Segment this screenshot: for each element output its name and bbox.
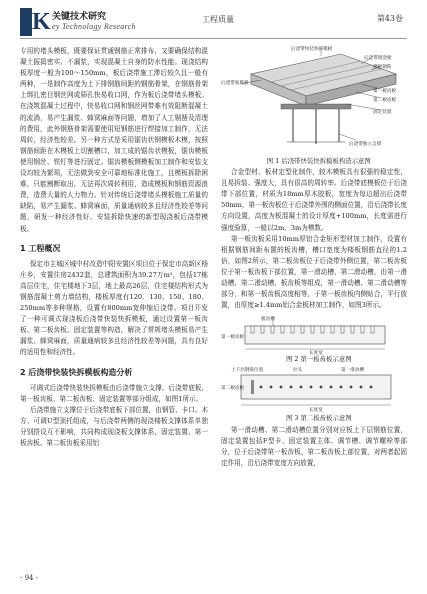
section-heading: 1 工程概况 [20,243,61,253]
fig3-label: 长度宽 [309,408,323,414]
page-number: - 94 - [20,574,39,582]
fig1-label: 楼板钢筋 [373,65,392,70]
volume-label: 第43卷 [376,14,403,23]
figure-caption: 图 2 第一板齿板示意图 [285,355,352,364]
fig1-label: 第一板齿板 [373,89,396,94]
section-heading: 2 后浇带快装快拆模板构造分析 [20,367,133,377]
journal-subtitle: ey Technology Research [52,22,136,31]
fig2-label: 长度宽 [309,351,323,357]
journal-title: 关键技术研究 [52,12,107,22]
paragraph: 第一板齿板采用10mm厚铝合金矩形型材加工制作，设置有根据钢筋间距布置的板齿槽，槽口宽度为楼板钢筋直径的1.2倍，如图2所示，第二板齿板位于后浇带外侧位置，第二板齿板位于第一板齿板下部位置，第一滑动槽、第二滑动槽，由第一滑动槽、第二滑动槽、板齿板等组成，第一滑动槽、第二滑动槽等部分，和第一板齿板高度相等，于第一板齿板内侧贴合，平行放置，由厚度≥1.4mm铝合金板材加工制作，如图3所示。 [221,234,407,310]
figure-caption: 图 3 第二板齿板示意图 [285,414,352,423]
paragraph: 可调式后浇带快装快拆模板由后浇带施立支撑、后浇带底板、第一板齿板、第二板齿板、固定装置等部分组成，如图1所示。 [20,383,208,403]
fig2-label: 第一板齿板 [221,335,244,341]
fig1-label: 后浇带独立支撑 [349,142,382,147]
fig1-label: 后浇带现浇板 [364,56,392,61]
fig2-label: 板齿槽 [261,317,275,323]
fig1-label: 第二板齿板 [373,98,396,103]
paragraph: 保定市主城区城中村改造中阳安置区项目位于保定市高新区杨庄乡，安置住房2432套，总建筑面积为39.27万m²，包括17栋高层住宅，住宅楼地下3层，地上最高26层，住宅楼结构形式为钢筋混凝土剪力墙结构，楼板厚度有120、130、150、180、250mm等多种规格，设置有800mm宽伸缩后浇带。项目开发了一种可调式现浇板后浇带快装快拆模板，通过设置第一板齿板、第二板齿板、固定装置等构造，解决了常规堵头模板易产生漏浆、蜂窝麻面，质量通病较多且经济性较差等问题，具有良好的适用性和经济性。 [20,259,208,357]
fig3-label: 上下层钢筋位置 [231,368,264,374]
fig1-label: 固定装置 [373,110,392,115]
paragraph: 专用的堵头模板，既要保证贯通钢筋正常排布，又要确保结构混凝土振捣密实、不漏浆，实现混凝土自身的防水性能。现浇结构板厚度一般为100～150mm，板后浇带施工滞后较久且一般有两种，一是制作高度为上下排钢筋间距的钢筋骨架，在钢筋骨架上绑扎密目钢丝网或筛孔快易收口网，作为板后浇带堵头模板。在浇筑混凝土过程中，快易收口网和钢丝网带难有效阻断混凝土的流淌，易产生漏浆、蜂窝麻面等问题，增加了人工剔凿及清理的费用，此外钢筋骨架需要使用短钢筋进行焊接加工制作，无法周转，经济性较差。另一种方式是采用锯齿状钢模板木模，按照钢筋间距在木模板上切割槽口，加工成的锯齿状模板，锯齿模板使用钢丝、铁钉等进行固定。锯齿模板侧模板加工制作和安装支设均较为繁琐，无法做到安全可靠地标准化施工，且模板拆除困难，只能割断取出，无法再次周转利用，造成模板和钢筋资源浪费，造费大量的人力物力。针对传统后浇带堵头模板施工质量的缺陷，易产生漏浆、蜂窝麻面，质量通病较多且经济性较差等问题，研发一种经济性好、安装拆除快速的新型现浇板后浇带模板。 [20,47,208,233]
paragraph: 后浇带施立支撑位于后浇带底板下部位置，由钢管、卡口、木方、可调U型顶托组成，与后浇带两侧的现浇楼板支撑体系单独分别搭设互不影响，共同构成现浇板支撑体系，固定装置、第一板齿板、第二板齿板采用铝 [20,405,208,448]
section-name: 工程质量 [202,15,234,24]
figure-1 [221,44,407,156]
paragraph: 第一滑动槽、第二滑动槽位置分别对应板上下层钢筋位置，固定装置包括F型卡、固定装置主体、调节槽、调节螺栓等部分，位于后浇带第一板齿板、第二板齿板上部位置，对两者起固定作用，沿后浇带宽度方向放置， [221,425,407,467]
left-column [20,46,208,449]
fig1-label: 后浇带底模板 [221,81,249,86]
figure-3 [221,365,407,413]
figure-2 [221,314,407,357]
paragraph: 合金型材、板材定型化制作，较木模板具有很强的稳定性，且易拆装、强度大，具有很高的周转率。后浇带底模板位于后浇带下部位置，材质为18mm厚木胶板，宽度为每边超出后浇带50mm，第一板齿板位于后浇带外围的侧面位置，沿后浇带长度方向设置，高度为板混凝土的设计厚度+100mm，长度需进行强度验算，一般以2m、3m为模数。 [221,168,407,232]
right-column [221,44,407,469]
journal-logo-letter: K [32,9,51,35]
journal-logo-block [20,8,32,36]
fig3-label: 第一滑动槽 [341,368,364,374]
fig3-label: 拉头 [293,368,303,374]
header-rule [20,38,407,39]
figure-caption: 图 1 后浇带快装快拆模板构造示意图 [266,157,371,165]
page-header [0,0,427,40]
fig1-label: 后浇带快装快拆模板 [291,47,333,52]
fig3-label: 第二板齿板 [221,386,244,392]
